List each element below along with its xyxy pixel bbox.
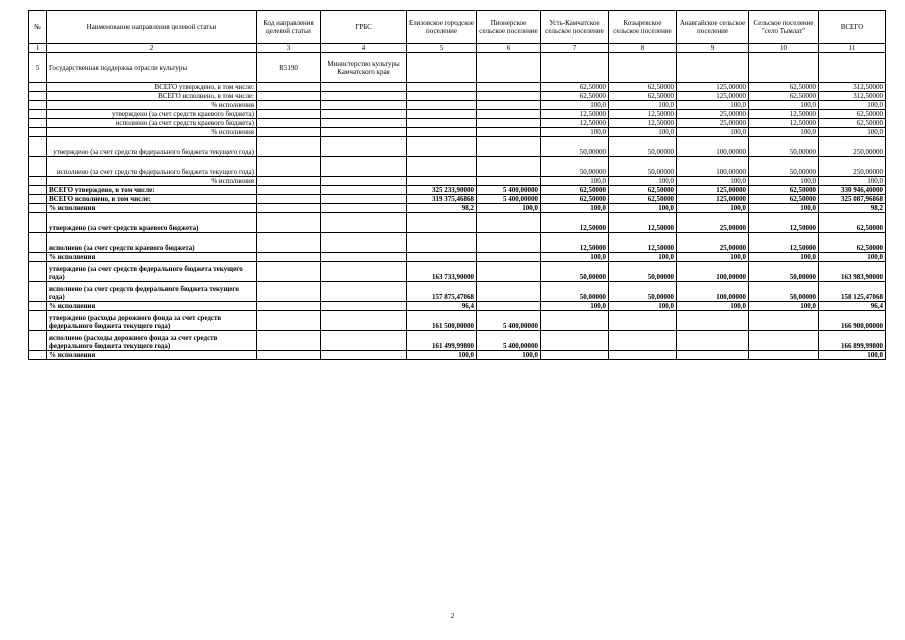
value-cell: 100,0 — [609, 302, 677, 311]
col-number: 9 — [677, 44, 749, 53]
col-header-elizovo: Елизовское городское поселение — [407, 11, 477, 44]
row-code-cell — [257, 92, 321, 101]
row-grbs-cell — [321, 331, 407, 351]
value-cell — [407, 177, 477, 186]
value-cell — [477, 128, 541, 137]
value-cell: 100,0 — [819, 128, 886, 137]
value-cell: 50,00000 — [749, 282, 819, 302]
row-no-cell — [29, 110, 47, 119]
value-cell: 12,50000 — [609, 233, 677, 253]
row-code-cell — [257, 101, 321, 110]
value-cell: 50,00000 — [541, 262, 609, 282]
value-cell: 5 400,00000 — [477, 311, 541, 331]
row-label: % исполнения — [47, 177, 257, 186]
table-row — [29, 351, 886, 360]
value-cell — [407, 101, 477, 110]
col-number: 3 — [257, 44, 321, 53]
row-no-cell — [29, 186, 47, 195]
value-cell: 157 875,47068 — [407, 282, 477, 302]
value-cell: 50,00000 — [609, 137, 677, 157]
value-cell: 100,0 — [749, 204, 819, 213]
row-label: утверждено (за счет средств федерального бюджета текущего года) — [47, 262, 257, 282]
value-cell: 100,00000 — [677, 157, 749, 177]
value-cell: 100,0 — [677, 204, 749, 213]
value-cell: 100,0 — [677, 101, 749, 110]
value-cell — [477, 157, 541, 177]
table-cell — [407, 53, 477, 83]
header-row — [29, 11, 886, 44]
value-cell — [677, 331, 749, 351]
table-cell — [541, 53, 609, 83]
table-row — [29, 101, 886, 110]
value-cell: 100,0 — [541, 253, 609, 262]
row-grbs-cell — [321, 157, 407, 177]
value-cell: 50,00000 — [749, 137, 819, 157]
row-label: % исполнения — [47, 253, 257, 262]
value-cell: 166 900,00000 — [819, 311, 886, 331]
table-row — [29, 253, 886, 262]
value-cell — [477, 101, 541, 110]
table-row — [29, 128, 886, 137]
value-cell: 100,0 — [609, 204, 677, 213]
table-row — [29, 213, 886, 233]
row-grbs-cell — [321, 253, 407, 262]
value-cell: 62,50000 — [609, 195, 677, 204]
col-header-grbs: ГРБС — [321, 11, 407, 44]
value-cell: 166 899,99800 — [819, 331, 886, 351]
col-number: 4 — [321, 44, 407, 53]
value-cell: 50,00000 — [609, 282, 677, 302]
row-label: исполнено (за счет средств краевого бюджета) — [47, 233, 257, 253]
value-cell: 62,50000 — [819, 213, 886, 233]
value-cell: 100,0 — [749, 101, 819, 110]
value-cell — [477, 282, 541, 302]
row-code-cell — [257, 119, 321, 128]
value-cell: 100,0 — [407, 351, 477, 360]
section-title: Государственная поддержка отрасли культуры — [47, 53, 257, 83]
value-cell: 96,4 — [407, 302, 477, 311]
value-cell: 25,00000 — [677, 213, 749, 233]
value-cell: 100,00000 — [677, 282, 749, 302]
value-cell: 12,50000 — [749, 233, 819, 253]
row-no-cell — [29, 282, 47, 302]
value-cell: 98,2 — [819, 204, 886, 213]
value-cell — [477, 110, 541, 119]
value-cell: 62,50000 — [819, 110, 886, 119]
table-row — [29, 177, 886, 186]
value-cell — [407, 83, 477, 92]
value-cell: 325 233,90000 — [407, 186, 477, 195]
row-code-cell — [257, 213, 321, 233]
value-cell: 50,00000 — [609, 262, 677, 282]
value-cell: 125,00000 — [677, 83, 749, 92]
value-cell: 100,0 — [749, 302, 819, 311]
row-code-cell — [257, 282, 321, 302]
row-code-cell — [257, 331, 321, 351]
value-cell: 158 125,47068 — [819, 282, 886, 302]
row-label: исполнено (за счет средств федерального бюджета текущего года) — [47, 157, 257, 177]
value-cell: 100,0 — [609, 253, 677, 262]
row-no-cell — [29, 119, 47, 128]
table-row — [29, 262, 886, 282]
col-header-name: Наименование направления целевой статьи — [47, 11, 257, 44]
value-cell: 25,00000 — [677, 110, 749, 119]
row-no-cell — [29, 101, 47, 110]
value-cell: 100,0 — [819, 253, 886, 262]
table-row — [29, 186, 886, 195]
report-sheet — [28, 10, 885, 360]
value-cell: 100,0 — [819, 351, 886, 360]
table-row — [29, 204, 886, 213]
row-grbs-cell — [321, 137, 407, 157]
value-cell: 161 500,00000 — [407, 311, 477, 331]
value-cell: 325 087,96868 — [819, 195, 886, 204]
value-cell — [477, 119, 541, 128]
row-no-cell — [29, 137, 47, 157]
row-label: ВСЕГО исполнено, в том числе: — [47, 195, 257, 204]
row-code-cell — [257, 253, 321, 262]
value-cell: 62,50000 — [609, 92, 677, 101]
col-header-anavgayskoe: Анавгайское сельское поселение — [677, 11, 749, 44]
row-no-cell — [29, 302, 47, 311]
col-number: 7 — [541, 44, 609, 53]
value-cell: 50,00000 — [541, 282, 609, 302]
col-number: 11 — [819, 44, 886, 53]
value-cell: 163 733,90000 — [407, 262, 477, 282]
table-row — [29, 282, 886, 302]
value-cell: 100,0 — [677, 128, 749, 137]
col-header-code: Код направления целевой статьи — [257, 11, 321, 44]
value-cell: 50,00000 — [541, 157, 609, 177]
row-grbs-cell — [321, 101, 407, 110]
row-no-cell — [29, 92, 47, 101]
value-cell: 98,2 — [407, 204, 477, 213]
value-cell — [609, 311, 677, 331]
table-body — [29, 53, 886, 360]
value-cell — [541, 331, 609, 351]
value-cell: 62,50000 — [541, 195, 609, 204]
value-cell: 62,50000 — [541, 83, 609, 92]
value-cell: 50,00000 — [749, 262, 819, 282]
value-cell: 12,50000 — [541, 110, 609, 119]
value-cell: 100,0 — [609, 101, 677, 110]
table-row — [29, 233, 886, 253]
table-row — [29, 195, 886, 204]
value-cell: 100,00000 — [677, 137, 749, 157]
value-cell: 25,00000 — [677, 233, 749, 253]
row-code-cell — [257, 204, 321, 213]
row-label: ВСЕГО исполнено, в том числе: — [47, 92, 257, 101]
row-grbs-cell — [321, 195, 407, 204]
value-cell — [477, 233, 541, 253]
col-header-no: № — [29, 11, 47, 44]
col-header-kozyrevskoe: Козыревское сельское поселение — [609, 11, 677, 44]
value-cell: 12,50000 — [609, 213, 677, 233]
table-cell — [749, 53, 819, 83]
row-label: утверждено (за счет средств федерального бюджета текущего года) — [47, 137, 257, 157]
value-cell: 100,0 — [541, 128, 609, 137]
row-grbs-cell — [321, 233, 407, 253]
value-cell: 50,00000 — [609, 157, 677, 177]
value-cell: 12,50000 — [541, 233, 609, 253]
value-cell: 100,0 — [749, 128, 819, 137]
value-cell: 62,50000 — [541, 92, 609, 101]
value-cell: 100,0 — [819, 177, 886, 186]
col-header-tymlat: Сельское поселение "село Тымлат" — [749, 11, 819, 44]
value-cell: 100,0 — [677, 177, 749, 186]
row-grbs-cell — [321, 351, 407, 360]
row-code-cell — [257, 186, 321, 195]
value-cell — [477, 213, 541, 233]
page-number: 2 — [450, 612, 455, 620]
row-grbs-cell — [321, 282, 407, 302]
value-cell: 62,50000 — [749, 92, 819, 101]
col-number: 5 — [407, 44, 477, 53]
value-cell: 62,50000 — [749, 195, 819, 204]
value-cell: 330 946,40000 — [819, 186, 886, 195]
value-cell — [677, 351, 749, 360]
value-cell: 100,0 — [477, 204, 541, 213]
value-cell: 100,0 — [677, 253, 749, 262]
value-cell: 100,0 — [541, 204, 609, 213]
row-grbs-cell — [321, 92, 407, 101]
value-cell: 319 375,46868 — [407, 195, 477, 204]
value-cell — [407, 137, 477, 157]
section-row — [29, 53, 886, 83]
row-label: исполнено (за счет средств федерального бюджета текущего года) — [47, 282, 257, 302]
row-no-cell — [29, 213, 47, 233]
value-cell: 62,50000 — [541, 186, 609, 195]
value-cell — [407, 253, 477, 262]
row-grbs-cell — [321, 262, 407, 282]
value-cell — [541, 351, 609, 360]
value-cell — [477, 302, 541, 311]
value-cell — [477, 83, 541, 92]
value-cell: 62,50000 — [749, 186, 819, 195]
value-cell: 12,50000 — [609, 119, 677, 128]
value-cell — [407, 119, 477, 128]
row-grbs-cell — [321, 177, 407, 186]
value-cell: 100,0 — [749, 253, 819, 262]
value-cell: 62,50000 — [819, 233, 886, 253]
value-cell — [541, 311, 609, 331]
value-cell: 50,00000 — [749, 157, 819, 177]
row-label: утверждено (расходы дорожного фонда за счет средств федерального бюджета текущего года) — [47, 311, 257, 331]
value-cell: 312,50000 — [819, 83, 886, 92]
row-label: % исполнения — [47, 302, 257, 311]
row-label: утверждено (за счет средств краевого бюджета) — [47, 213, 257, 233]
section-code: R5190 — [257, 53, 321, 83]
value-cell: 163 983,90000 — [819, 262, 886, 282]
row-label: исполнено (за счет средств краевого бюджета) — [47, 119, 257, 128]
row-grbs-cell — [321, 110, 407, 119]
row-label: % исполнения — [47, 204, 257, 213]
value-cell: 96,4 — [819, 302, 886, 311]
row-code-cell — [257, 351, 321, 360]
value-cell: 12,50000 — [541, 213, 609, 233]
row-code-cell — [257, 177, 321, 186]
row-label: исполнено (расходы дорожного фонда за счет средств федерального бюджета текущего года) — [47, 331, 257, 351]
value-cell — [407, 213, 477, 233]
value-cell: 125,00000 — [677, 92, 749, 101]
value-cell: 250,00000 — [819, 157, 886, 177]
row-code-cell — [257, 157, 321, 177]
value-cell: 12,50000 — [609, 110, 677, 119]
col-header-pionerskoe: Пионерское сельское поселение — [477, 11, 541, 44]
row-code-cell — [257, 302, 321, 311]
value-cell — [407, 110, 477, 119]
value-cell — [749, 331, 819, 351]
table-row — [29, 83, 886, 92]
row-grbs-cell — [321, 204, 407, 213]
table-cell — [609, 53, 677, 83]
row-code-cell — [257, 195, 321, 204]
row-code-cell — [257, 137, 321, 157]
row-label: % исполнения — [47, 351, 257, 360]
col-number: 10 — [749, 44, 819, 53]
col-number: 2 — [47, 44, 257, 53]
value-cell — [677, 311, 749, 331]
row-no-cell — [29, 351, 47, 360]
row-grbs-cell — [321, 311, 407, 331]
table-row — [29, 311, 886, 331]
value-cell — [477, 92, 541, 101]
value-cell — [407, 233, 477, 253]
row-grbs-cell — [321, 119, 407, 128]
table-row — [29, 137, 886, 157]
col-header-total: ВСЕГО — [819, 11, 886, 44]
table-cell — [677, 53, 749, 83]
value-cell: 62,50000 — [819, 119, 886, 128]
row-grbs-cell — [321, 186, 407, 195]
value-cell — [407, 157, 477, 177]
value-cell: 5 400,00000 — [477, 331, 541, 351]
value-cell — [749, 311, 819, 331]
value-cell: 100,00000 — [677, 262, 749, 282]
row-no-cell — [29, 253, 47, 262]
value-cell — [749, 351, 819, 360]
value-cell — [477, 137, 541, 157]
row-no-cell — [29, 204, 47, 213]
row-label: % исполнения — [47, 128, 257, 137]
value-cell: 25,00000 — [677, 119, 749, 128]
col-number: 1 — [29, 44, 47, 53]
row-no-cell — [29, 157, 47, 177]
col-number: 6 — [477, 44, 541, 53]
row-no-cell — [29, 331, 47, 351]
value-cell: 100,0 — [749, 177, 819, 186]
row-label: ВСЕГО утверждено, в том числе: — [47, 186, 257, 195]
value-cell — [609, 351, 677, 360]
value-cell: 125,00000 — [677, 186, 749, 195]
row-no-cell — [29, 262, 47, 282]
row-code-cell — [257, 128, 321, 137]
table-row — [29, 157, 886, 177]
value-cell: 62,50000 — [609, 186, 677, 195]
value-cell: 100,0 — [541, 302, 609, 311]
value-cell: 100,0 — [819, 101, 886, 110]
value-cell: 62,50000 — [749, 83, 819, 92]
table-row — [29, 302, 886, 311]
value-cell: 100,0 — [541, 101, 609, 110]
value-cell: 100,0 — [609, 128, 677, 137]
section-number: 5 — [29, 53, 47, 83]
section-grbs: Министерство культуры Камчатского края — [321, 53, 407, 83]
row-no-cell — [29, 83, 47, 92]
table-row — [29, 119, 886, 128]
table-row — [29, 92, 886, 101]
row-code-cell — [257, 311, 321, 331]
row-code-cell — [257, 262, 321, 282]
row-code-cell — [257, 233, 321, 253]
value-cell: 100,0 — [677, 302, 749, 311]
row-no-cell — [29, 128, 47, 137]
table-cell — [477, 53, 541, 83]
value-cell: 125,00000 — [677, 195, 749, 204]
value-cell — [477, 177, 541, 186]
row-code-cell — [257, 83, 321, 92]
row-label: % исполнения — [47, 101, 257, 110]
value-cell: 5 400,00000 — [477, 186, 541, 195]
row-code-cell — [257, 110, 321, 119]
value-cell: 100,0 — [609, 177, 677, 186]
row-grbs-cell — [321, 213, 407, 233]
value-cell: 12,50000 — [749, 119, 819, 128]
value-cell: 100,0 — [541, 177, 609, 186]
value-cell — [407, 128, 477, 137]
value-cell: 62,50000 — [609, 83, 677, 92]
value-cell: 12,50000 — [541, 119, 609, 128]
row-no-cell — [29, 233, 47, 253]
value-cell — [477, 262, 541, 282]
row-grbs-cell — [321, 302, 407, 311]
value-cell: 161 499,99800 — [407, 331, 477, 351]
column-number-row — [29, 44, 886, 53]
value-cell: 312,50000 — [819, 92, 886, 101]
value-cell: 250,00000 — [819, 137, 886, 157]
value-cell: 12,50000 — [749, 213, 819, 233]
row-label: утверждено (за счет средств краевого бюджета) — [47, 110, 257, 119]
value-cell: 5 400,00000 — [477, 195, 541, 204]
value-cell: 100,0 — [477, 351, 541, 360]
value-cell: 50,00000 — [541, 137, 609, 157]
row-grbs-cell — [321, 83, 407, 92]
row-label: ВСЕГО утверждено, в том числе: — [47, 83, 257, 92]
table-cell — [819, 53, 886, 83]
value-cell — [477, 253, 541, 262]
table-row — [29, 110, 886, 119]
row-no-cell — [29, 177, 47, 186]
value-cell: 12,50000 — [749, 110, 819, 119]
col-header-ust-kamchatskoe: Усть-Камчатское сельское поселение — [541, 11, 609, 44]
table-row — [29, 331, 886, 351]
row-no-cell — [29, 311, 47, 331]
row-no-cell — [29, 195, 47, 204]
value-cell — [609, 331, 677, 351]
budget-table — [28, 10, 886, 360]
value-cell — [407, 92, 477, 101]
col-number: 8 — [609, 44, 677, 53]
row-grbs-cell — [321, 128, 407, 137]
